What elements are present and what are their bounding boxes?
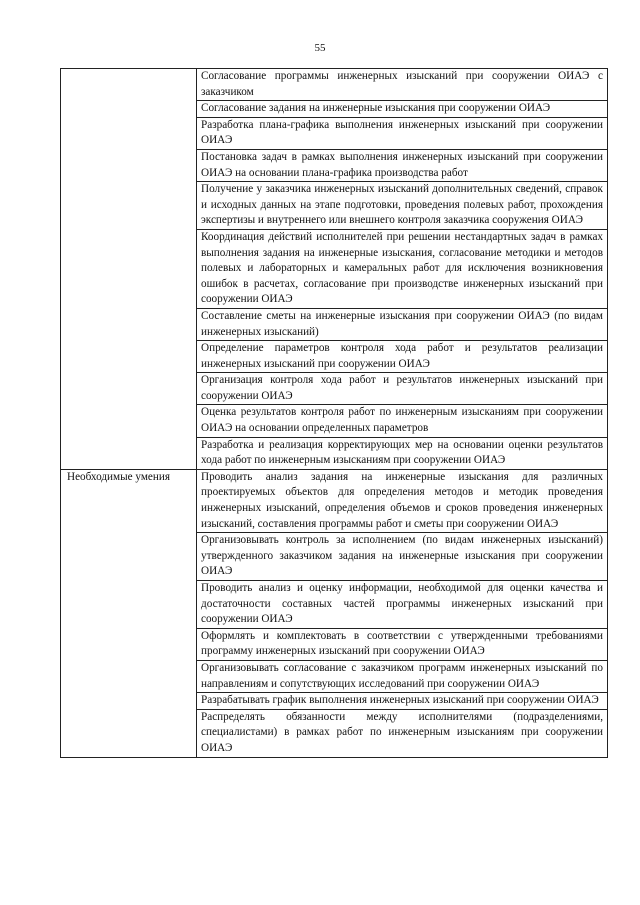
table-cell-item: Организовывать согласование с заказчиком программ инженерных изысканий по направлениям и сопутствующих исследований при сооружении ОИАЭ [197,660,608,692]
page-number: 55 [314,42,326,54]
table-cell-item: Распределять обязанности между исполнителями (подразделениями, специалистами) в рамках работ по инженерным изысканиям при сооружении ОИАЭ [197,709,608,757]
table-cell-item: Разработка плана-графика выполнения инженерных изысканий при сооружении ОИАЭ [197,117,608,149]
table-cell-item: Организация контроля хода работ и результатов инженерных изысканий при сооружении ОИАЭ [197,373,608,405]
section-label: Необходимые умения [61,469,197,757]
table-cell-item: Согласование задания на инженерные изыскания при сооружении ОИАЭ [197,101,608,118]
table-cell-item: Составление сметы на инженерные изыскания при сооружении ОИАЭ (по видам инженерных изысканий) [197,308,608,340]
competency-table-body [61,69,608,758]
table-cell-item: Проводить анализ и оценку информации, необходимой для оценки качества и достаточности составных частей программы инженерных изысканий при сооружении ОИАЭ [197,581,608,629]
table-cell-item: Проводить анализ задания на инженерные изыскания для различных проектируемых объектов для определения методов и методик проведения инженерных изысканий, определения объемов и сроков проведения инженерных изысканий, составления программы работ и сметы при сооружении ОИАЭ [197,469,608,532]
table-cell-item: Организовывать контроль за исполнением (по видам инженерных изысканий) утвержденного заказчиком задания на инженерные изыскания при сооружении ОИАЭ [197,533,608,581]
section-label [61,69,197,470]
table-cell-item: Оформлять и комплектовать в соответствии с утвержденными требованиями программу инженерных изысканий при сооружении ОИАЭ [197,628,608,660]
table-cell-item: Оценка результатов контроля работ по инженерным изысканиям при сооружении ОИАЭ на основании определенных параметров [197,405,608,437]
table-cell-item: Согласование программы инженерных изысканий при сооружении ОИАЭ с заказчиком [197,69,608,101]
competency-table [60,68,608,758]
table-cell-item: Получение у заказчика инженерных изысканий дополнительных сведений, справок и исходных данных на этапе подготовки, проведения полевых работ, прохождения экспертизы и внутреннего или внешнего контроля заказчика сооружения ОИАЭ [197,182,608,230]
table-cell-item: Координация действий исполнителей при решении нестандартных задач в рамках выполнения задания на инженерные изыскания, согласование методики и методов полевых и лабораторных и камеральных работ для исключения возникновения ошибок в расчетах, согласование при производстве инженерных изысканий при сооружении ОИАЭ [197,229,608,308]
table-cell-item: Разрабатывать график выполнения инженерных изысканий при сооружении ОИАЭ [197,693,608,710]
table-row [61,69,608,101]
table-cell-item: Постановка задач в рамках выполнения инженерных изысканий при сооружении ОИАЭ на основании плана-графика производства работ [197,149,608,181]
table-row [61,469,608,532]
table-cell-item: Определение параметров контроля хода работ и результатов реализации инженерных изысканий при сооружении ОИАЭ [197,341,608,373]
table-cell-item: Разработка и реализация корректирующих мер на основании оценки результатов хода работ по инженерным изысканиям при сооружении ОИАЭ [197,437,608,469]
